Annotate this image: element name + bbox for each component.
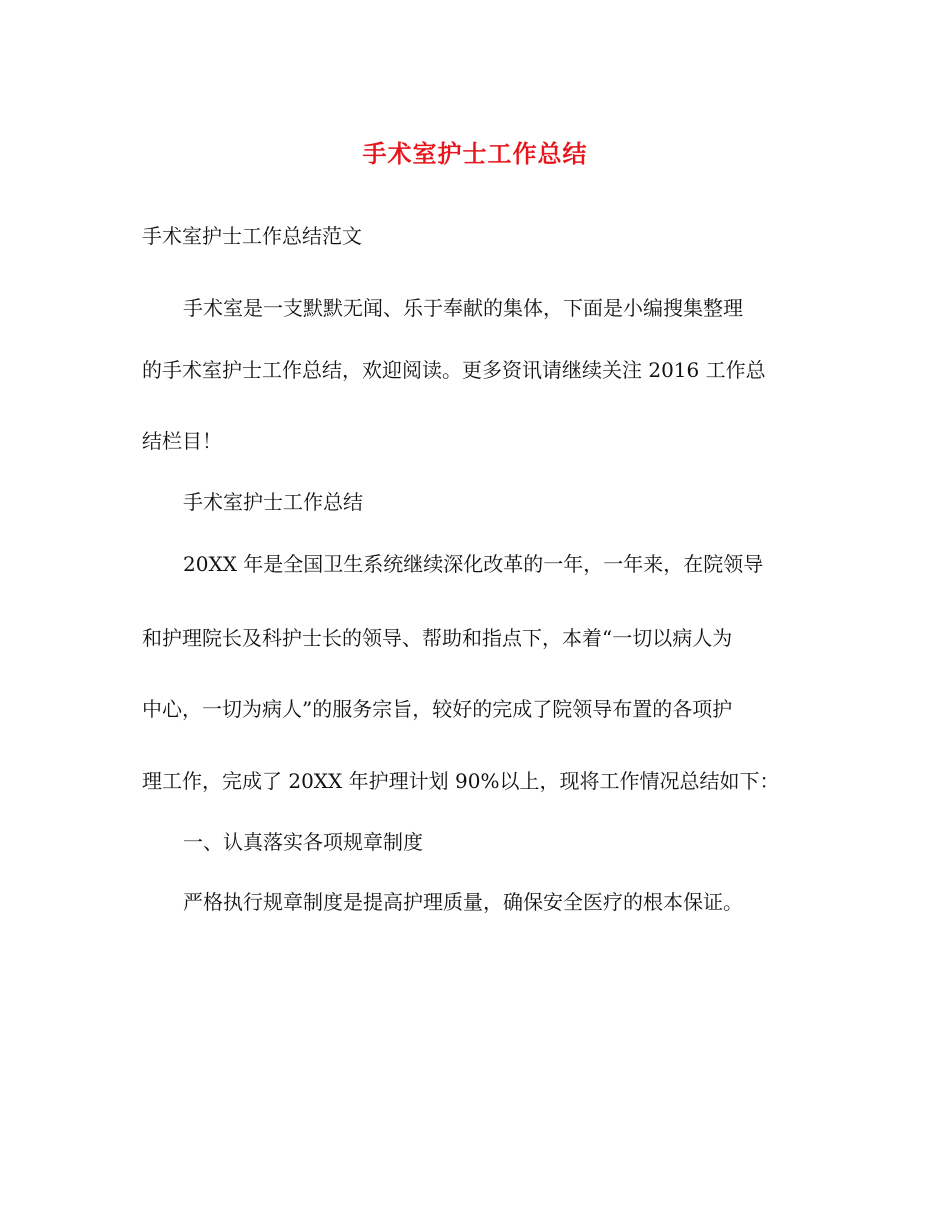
subtitle-line: 手术室护士工作总结范文 (142, 224, 362, 248)
paragraph-line: 手术室是一支默默无闻、乐于奉献的集体，下面是小编搜集整理 (183, 296, 743, 320)
paragraph-line: 理工作，完成了 20XX 年护理计划 90%以上，现将工作情况总结如下： (142, 769, 780, 793)
document-title: 手术室护士工作总结 (362, 139, 588, 168)
paragraph-line: 结栏目！ (142, 429, 222, 453)
paragraph-line: 严格执行规章制度是提高护理质量，确保安全医疗的根本保证。 (183, 890, 743, 914)
paragraph-line: 和护理院长及科护士长的领导、帮助和指点下，本着“一切以病人为 (142, 626, 733, 650)
section-heading: 一、认真落实各项规章制度 (183, 830, 423, 854)
paragraph-line: 20XX 年是全国卫生系统继续深化改革的一年，一年来，在院领导 (183, 552, 764, 576)
section-heading: 手术室护士工作总结 (183, 490, 363, 514)
paragraph-line: 中心，一切为病人”的服务宗旨，较好的完成了院领导布置的各项护 (142, 697, 733, 721)
paragraph-line: 的手术室护士工作总结，欢迎阅读。更多资讯请继续关注 2016 工作总 (142, 358, 766, 382)
